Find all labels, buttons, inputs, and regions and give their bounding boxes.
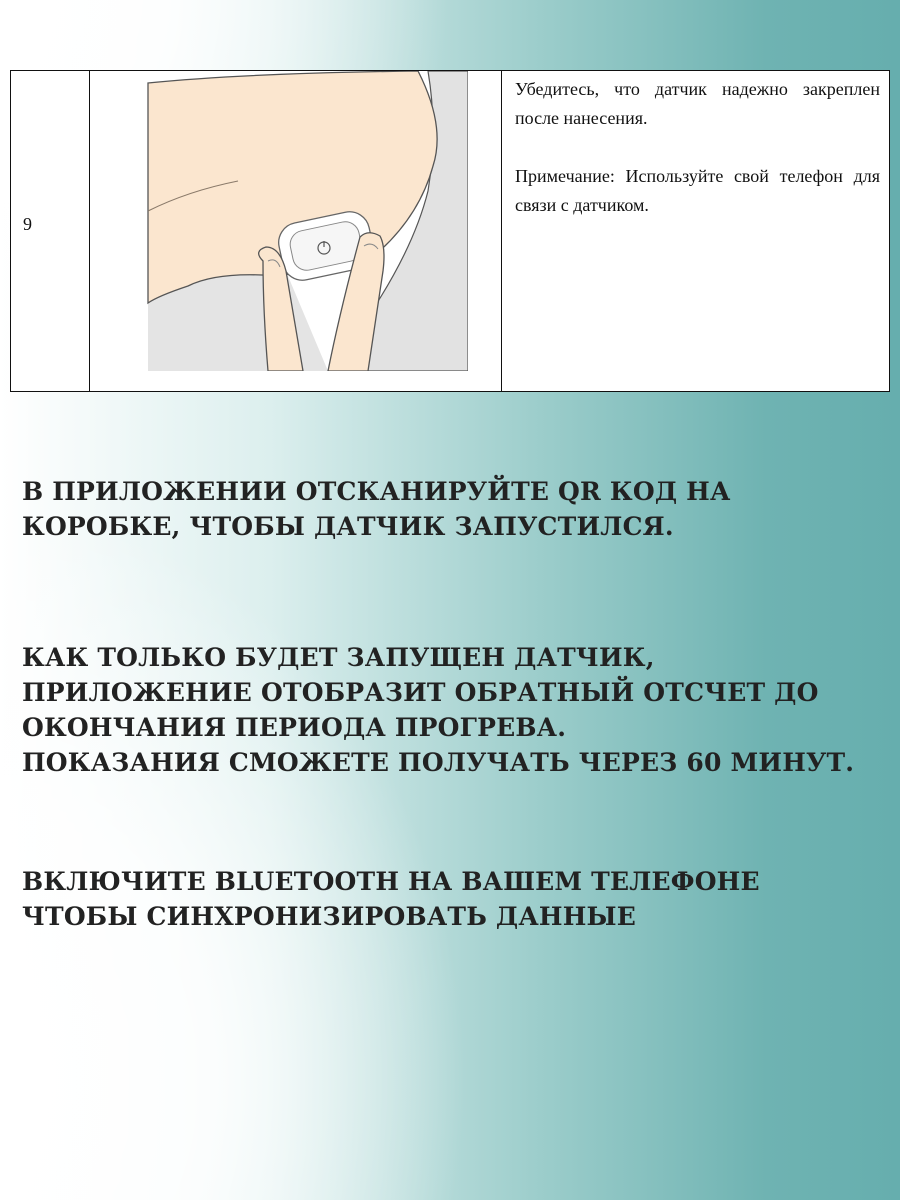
caption-bluetooth bbox=[22, 864, 882, 934]
instruction-secure: Убедитесь, что датчик надежно закреплен после нанесения. bbox=[515, 79, 880, 128]
step-number: 9 bbox=[23, 214, 32, 234]
instruction-note: Примечание: Используйте свой телефон для связи с датчиком. bbox=[515, 166, 880, 215]
step-number-cell bbox=[11, 71, 90, 391]
sensor-on-arm-illustration bbox=[128, 71, 468, 371]
instruction-step-table bbox=[10, 70, 890, 392]
caption-scan-text: В ПРИЛОЖЕНИИ ОТСКАНИРУЙТЕ QR КОД НА КОРОБКЕ, ЧТОБЫ ДАТЧИК ЗАПУСТИЛСЯ. bbox=[22, 477, 731, 541]
step-illustration-cell bbox=[90, 71, 502, 391]
step-instruction-cell bbox=[502, 71, 889, 391]
caption-bluetooth-text: ВКЛЮЧИТЕ BLUETOOTH НА ВАШЕМ ТЕЛЕФОНЕ ЧТОБЫ СИНХРОНИЗИРОВАТЬ ДАННЫЕ bbox=[22, 867, 760, 931]
caption-warmup-text: КАК ТОЛЬКО БУДЕТ ЗАПУЩЕН ДАТЧИК, ПРИЛОЖЕНИЕ ОТОБРАЗИТ ОБРАТНЫЙ ОТСЧЕТ ДО ОКОНЧАНИЯ ПЕРИОДА ПРОГРЕВА. bbox=[22, 643, 819, 742]
caption-warmup bbox=[22, 640, 882, 780]
caption-readings-text: ПОКАЗАНИЯ СМОЖЕТЕ ПОЛУЧАТЬ ЧЕРЕЗ 60 МИНУТ. bbox=[22, 748, 855, 777]
caption-scan-qr bbox=[22, 474, 882, 544]
